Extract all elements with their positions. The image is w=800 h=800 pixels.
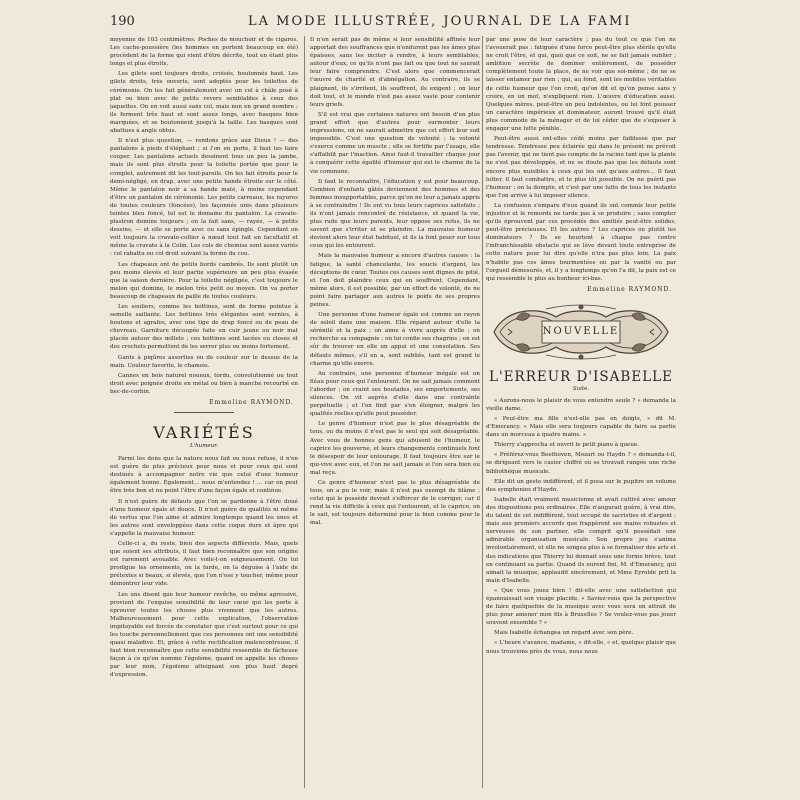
paragraph: Il faut le reconnaître, l'éducation y est pour beaucoup. Combien d'enfants gâtés deviennent des hommes et des femmes insupportables, parce qu'on ne leur a jamais appris à se contraindre ! Ils ont vu tous leurs caprices satisfaits ; ils n'ont jamais rencontré de résistance, et quand la vie, plus rude que leurs parents, leur oppose ses refus, ils ne savent que s'irriter et se plaindre. La mauvaise humeur devient alors leur état habituel, et ils la font peser sur tous ceux qui les entourent. [310, 178, 480, 250]
paragraph: Elle dit un geste indifférent, et il posa sur le pupitre un volume des symphonies d'Haydn. [486, 478, 676, 493]
paragraph: Cannes en bois naturel noueux, tordu, convolutionné ou tout droit avec poignée droite en métal ou bien à manche recourbé en bec-de-corbin. [110, 372, 298, 395]
paragraph: Celle-ci a, du reste, bien des aspects différents. Mais, quels que soient ses attributs, il faut bien reconnaître que son origine est rarement avouable. Avec voile-t-on soigneusement. On lui prodigue les ornements, on la farde, on la déguise à l'aide de prétextes si beaux, si élevés, que l'on n'ose y toucher, même pour démontrer leur vide. [110, 540, 298, 588]
paragraph: Mais la mauvaise humeur a encore d'autres causes : la fatigue, la santé chancelante, les soucis d'argent, les déceptions de cœur. Toutes ces causes sont dignes de pitié, et l'on doit plaindre ceux qui en souffrent. Cependant, même alors, il est possible, par un effort de volonté, de ne point faire partager aux autres le poids de ses propres peines. [310, 253, 480, 308]
column-rule [304, 36, 305, 788]
column-middle [310, 36, 480, 788]
paragraph: « Que vous jouez bien ! dit-elle avec une satisfaction qui épanouissait son visage placide. « Saviez-vous que la perspective de faire quelquefois de la musique avec vous sera un attrait de plus pour amener mon fils à Bruxelles ? Se voulez-vous pas jouer souvent ensemble ? » [486, 587, 676, 627]
paragraph: Ce genre d'humeur n'est pas le plus désagréable de tous, on a pu le voir, mais il n'est pas exempt de blâme ; celui qui le possède devrait s'efforcer de le corriger, car il rend la vie difficile à ceux qui l'entourent, et le caprice, on le sait, est toujours déterminé pour le bien comme pour le mal. [310, 479, 480, 527]
paragraph: Isabelle était vraiment musicienne et avait cultivé avec amour des dispositions peu ordinaires. Elle n'augurait guère, à vrai dire, du talent de cet indifférent, tout occupé de sacristies et d'argent ; mais aux premiers accords que frappèrent ses mains robustes et nerveuses de son partner, elle comprit qu'il possédait une admirable organisation musicale. Son propre jeu s'anima involontairement, et elle ne songea plus à se formaliser des arts et des indications que Thierry lui donnait sous une forme brève, tout en continuant sa partie. Quand ils eurent fini, M. d'Emerancy, qui aimait la musique, applaudit sincèrement, et Mme Eyrolde prit la main d'Isabelle. [486, 496, 676, 584]
author-signature: Emmeline RAYMOND. [587, 285, 672, 293]
paragraph: Il n'en serait pas de même si leur sensibilité affinée leur apportait des souffrances que n'endurent pas les âmes plus épaisses, sans les inciter à rendre, à leurs semblables, autour d'eux, ce qu'ils n'ont pas fait ou que tout ne saurait leur faire comprendre. C'est alors que commencerait l'œuvre de charité et d'abnégation. Au contraire, ils se plaignent, ils s'irritent, ils souffrent, ils exigent ; on leur doit tout, et le monde n'est pas assez vaste pour contenir leurs griefs. [310, 37, 480, 108]
paragraph: Le genre d'humeur n'est pas le plus désagréable de tous, ou du moins il n'est pas le seul qui soit désagréable. Avec vous de bonnes gens qui abusent de l'humeur, le caprice les gouverne, et leurs changements continuels font le désespoir de leur entourage. Il faut toujours être sur le qui-vive avec eux, et l'on ne sait jamais si l'on sera bien ou mal reçu. [310, 421, 480, 476]
paragraph: Gants à piqûres assorties ou de couleur sur le dessus de la main. Couleur favorite, le chamois. [110, 354, 298, 369]
paragraph: par une pose de leur caractère ; pas du tout ce que l'on ne l'avouerait pas : fatiguée d'une force peut-être plus stérile qu'elle ne croit l'être, et qui, quoi que ce soit, ne se fait jamais oublier ; ambition secrète de dominer entièrement, de posséder complètement toute la place, de ne voir que soi-même ; de ne se laisser entamer par rien ; qui, au fond, sont les mobiles véritables de cette humeur que l'on croit, qu'on dit et qu'on pense sans y croire, en un mot, n'expliquent rien. L'œuvre d'éducation aussi. Quelques mères, peut-être un peu indolentes, ou lui font pousser un caractère impérieux et dominateur, auront trouvé qu'il était plus commode de la ménager et de lui céder que de s'exposer à engager une lutte pénible. [486, 37, 676, 133]
paragraph: Les gilets sont toujours droits, croisés, boutonnés haut. Les gilets droits, très ouverts, sont adoptés pour les toilettes de cérémonie. On les fait généralement avec un col à châle posé à plat ou bien avec de petits revers semblables à ceux des jaquettes. On en voit aussi sans col, mais non en grand nombre ; ils ferment très haut et sont assez longs, avec basques bien marquées, et se boutonnent jusqu'à la taille. Les basques sont abattues à angle obtus. [110, 71, 298, 135]
paragraph: S'il est vrai que certaines natures ont besoin d'un plus grand effort que d'autres pour surmonter leurs impressions, on ne saurait admettre que cet effort leur soit impossible. C'est une question de volonté ; la volonté s'exerce comme un muscle ; elle se fortifie par l'usage, elle s'affaiblit par l'inaction. Ainsi faut-il travailler chaque jour à conquérir cette égalité d'humeur qui est le charme de la vie commune. [310, 111, 480, 175]
paragraph: La confusion s'empare d'eux quand ils ont commis leur petite injustice et le remords ne tarde pas à se produire ; sans compter qu'ils éprouvent par ces procédés des amitiés peut-être solides, peut-être précieuses. Et les autres ? Les caprices ou plutôt les dominateurs ? Ils se heurtent à chaque pas contre l'infranchissable obstacle qui se lève devant toute entreprise de cette nature pour lui dire qu'elle n'ira pas plus loin. La paix n'habite pas ces âmes tourmentées ou par la vanité ou par l'orgueil démesurés, et, il y a longtemps qu'on l'a dit, la paix est ce qui ressemble le plus au bonheur ici-bas. [486, 202, 676, 282]
paragraph: Thierry s'approcha et ouvrit le petit piano à queue. [494, 442, 640, 449]
page-number: 190 [110, 14, 135, 29]
paragraph: Les souliers, comme les bottines, sont de forme pointue à semelle saillante. Les bottines très élégantes sont vernies, à boutons et agrafes, avec une tige de drap foncé ou de peau de chevreau. Garniture découpée faite en cuir jaune ou noir mat placée autour des œillets ; ces bottines sont lacées ou closes et des crochets permettent de les serrer plus ou moins fortement. [110, 304, 298, 351]
column-left [110, 36, 298, 788]
paragraph: Parmi les dons que la nature nous fait ou nous refuse, il n'en est guère de plus précieux pour nous et pour ceux qui sont destinés à accompagner notre vie que celui d'une humeur également bonne. Également… nous m'entendez ! … car on peut être très bon et ne point l'être d'une façon égale et continue. [110, 456, 298, 495]
paragraph: Les chapeaux ont de petits bords cambrés. Ils sont plutôt un peu moins élevés et leur partie supérieure un peu plus évasée que la saison dernière. Pour la toilette négligée, c'est toujours le melon qui domine, le melon très petit ou moyen. On va porter beaucoup de chapeaux de paille de toutes couleurs. [110, 261, 298, 300]
paragraph: Une personne d'une humeur égale est comme un rayon de soleil dans une maison. Elle répand autour d'elle la sérénité et la paix ; on aime à vivre auprès d'elle ; on recherche sa compagnie ; on lui confie ses chagrins ; on est sûr de trouver en elle un appui et une consolation. Ses défauts mêmes, s'il en a, sont oubliés, tant est grand le charme qu'elle exerce. [310, 312, 480, 367]
section-subtitle: L'humeur. [189, 443, 219, 450]
paragraph: « Préférez-vous Beethoven, Mozart ou Haydn ? » demanda-t-il, se dirigeant vers le casier chiffré où se trouvait rangée une riche bibliothèque musicale. [486, 452, 676, 475]
author-signature: Emmeline RAYMOND. [209, 399, 294, 407]
column-right [486, 36, 676, 788]
story-title: L'ERREUR D'ISABELLE [489, 368, 673, 385]
paragraph: Au contraire, une personne d'humeur inégale est un fléau pour ceux qui l'entourent. On ne sait jamais comment l'aborder ; on craint ses boutades, ses emportements, ses silences. On vit auprès d'elle dans une contrainte perpétuelle ; et l'on finit par s'en éloigner, malgré les qualités réelles qu'elle peut posséder. [310, 370, 480, 418]
paragraph: « Peut-être ma fille n'est-elle pas en doigts, » dit M. d'Emerancy. « Mais elle sera toujours capable de faire sa partie dans un morceau à quatre mains. » [486, 416, 676, 439]
paragraph: Il n'est guère de défauts que l'on se pardonne à l'être doué d'une humeur égale et douce. Il n'est guère de qualités ni même de vertus que l'on aime et admire longtemps quand les unes et les autres sont enveloppées dans cette coque dure et âpre qui s'appelle la mauvaise humeur. [110, 498, 298, 537]
story-subtitle: Suite. [572, 385, 590, 392]
paragraph: « Aurons-nous le plaisir de vous entendre seule ? » demanda la vieille dame. [486, 397, 676, 412]
page-header [0, 14, 800, 34]
section-title: VARIÉTÉS [153, 423, 255, 443]
separator-rule [174, 412, 234, 413]
running-title: LA MODE ILLUSTRÉE, JOURNAL DE LA FAMI [248, 14, 632, 29]
paragraph: moyenne de 103 centimètres. Poches de mouchoir et de cigares. Les cache-poussière (les hommes en portent beaucoup en été) procèdent de la forme qui vient d'être décrite, tout en étant plus longs et plus étroits. [110, 37, 298, 68]
paragraph: Peut-être aussi ont-elles cédé moins par faiblesse que par tendresse. Tendresse peu éclairée qui dans le présent ne prévoit pas l'avenir, qui ne tient pas compte de la racine tant que la plante ne s'est pas développée, et ne se doute pas que les défauts sont encore plus nuisibles à ceux qui les ont qu'aux autres… Il faut lutter, il faut combattre, et le plus tôt possible. On ne guérit pas l'humeur ; on la dompte, et c'est par une lutte de tous les instants que l'on arrive à lui imposer silence. [486, 136, 676, 199]
paragraph: « L'heure s'avance, madame, » dit-elle, « et, quelque plaisir que nous trouvions près de vous, nous nous [486, 640, 676, 655]
paragraph: Il n'est plus question, — rendons grâce aux Dieux ! — des pantalons à pieds d'éléphant ; si l'on en porte, il faut les faire couper. Les pantalons actuels dessinent tous un peu la jambe, mais ils sont plus étroits pour la toilette portée que pour le complet, autrement dit les tout-pareils. On les fait étroits pour le demi-négligé, en drap, avec une petite bande étroite sur le côté. Même le pantalon noir a sa bande mate, à moins cependant d'être un pantalon de cérémonie. Les petits carreaux, les rayures de toutes couleurs (foncées), les façonnés unis dans plusieurs teintes bleu foncé, tel est le domaine du pantalon. La cravate-plastron domine toujours ; on la fait sans, — rayée, — à petits dessins, — et elle se porte avec ou sans épingle. Cependant on voit toujours la cravate-collier à nœud tout fait en facultatif et même la cravate à la Colin. Les cols de chemise sont assez variés : col rabattu ou col droit suivant la forme du cou. [110, 138, 298, 258]
paragraph: Les uns disent que leur humeur revêche, ou même agressive, provient de l'exquise sensibilité de leur cœur qui les porte à éprouver toutes les choses plus vivement que les autres. Malheureusement pour cette explication, l'observation impitoyable est forcée de constater que c'est surtout pour ce qui les touche personnellement que ces personnes ont une sensibilité quasi maladive. Et, grâce à cette rectification malencontreuse, il faut bien reconnaître que cette sensibilité ressemble de fâcheuse façon à ce qu'on nomme l'égoïsme, quand on appelle les choses par leur nom, l'égoïsme atteignant son plus haut degré d'expression. [110, 591, 298, 679]
banner-label: NOUVELLE [542, 325, 620, 337]
nouvelle-banner [486, 301, 676, 363]
column-rule [482, 36, 483, 788]
paragraph: Mais Isabelle échangea un regard avec son père. [494, 630, 634, 637]
